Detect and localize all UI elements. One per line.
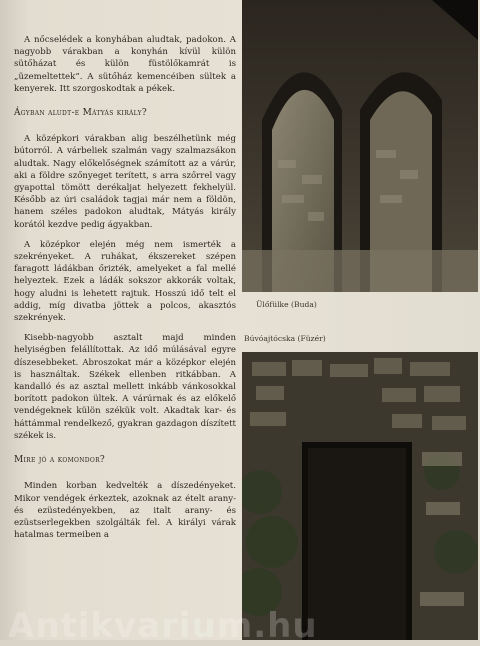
text-column [14,34,236,549]
section-heading-komondor: Mire jó a komondor? [14,455,106,466]
hidden-doorway-illustration [242,352,478,640]
seating-niche-illustration [242,0,478,292]
photo-caption-top: Ülőfülke (Buda) [256,300,317,309]
photo-hidden-doorway [242,352,478,640]
intro-paragraph: A nőcselédek a konyhában aludtak, padokon. A nagyobb várakban a konyhán kívül külön sütőházat és külön füstölőkamrát is „üzemeltettek”. A sütőház kemencéiben sültek a kenyerek. Itt szorgoskodtak a pékek. [14,35,236,94]
paragraph: A középkor elején még nem ismerték a szekrényeket. A ruhákat, ékszereket szépen faragott ládákban őrizték, amelyeket a fal mellé helyeztek. Ezek a ládák sokszor akkorák voltak, hogy aludni is lehetett rajtuk. Hosszú idő telt el addig, míg divatba jöttek a polcos, akasztós szekrények. [14,239,236,324]
watermark: Antikvarium.hu [8,606,318,646]
paragraph: Kisebb-nagyobb asztalt majd minden helyiségben felállítottak. Az idő múlásával egyre díszesebbeket. Abroszokat már a középkor elején is használtak. Székek ellenben ritkábban. A kandalló és az asztal mellett inkább vánkosokkal borított padokon ültek. A várúrnak és az előkelő vendégeknek külön székük volt. Akadtak kar- és háttámmal rendelkező, gyakran gazdagon díszített székek is. [14,333,236,441]
photo-caption-bottom: Búvóajtócska (Füzér) [244,334,326,343]
section-heading-matyas: Ágyban aludt-e Mátyás király? [14,108,147,119]
paragraph: A középkori várakban alig beszélhetünk még bútorról. A várbeliek szalmán vagy szalmazsákon aludtak. Nagy előkelőségnek számított az a várúr, aki a földre szőnyeget terített, s arra szőrrel vagy gyapottal tömött derékaljat helyezett fekhelyül. Később az úri családok tagjai már nem a földön, hanem széles padokon aludtak, Mátyás király korától kezdve pedig ágyakban. [14,134,236,230]
photo-seating-niche [242,0,478,292]
paragraph: Minden korban kedvelték a díszedényeket. Mikor vendégek érkeztek, azoknak az ételt arany- és ezüstedényekben, az italt arany- és ezüstserlegekben szolgálták fel. A királyi várak hatalmas termeiben a [14,481,236,541]
